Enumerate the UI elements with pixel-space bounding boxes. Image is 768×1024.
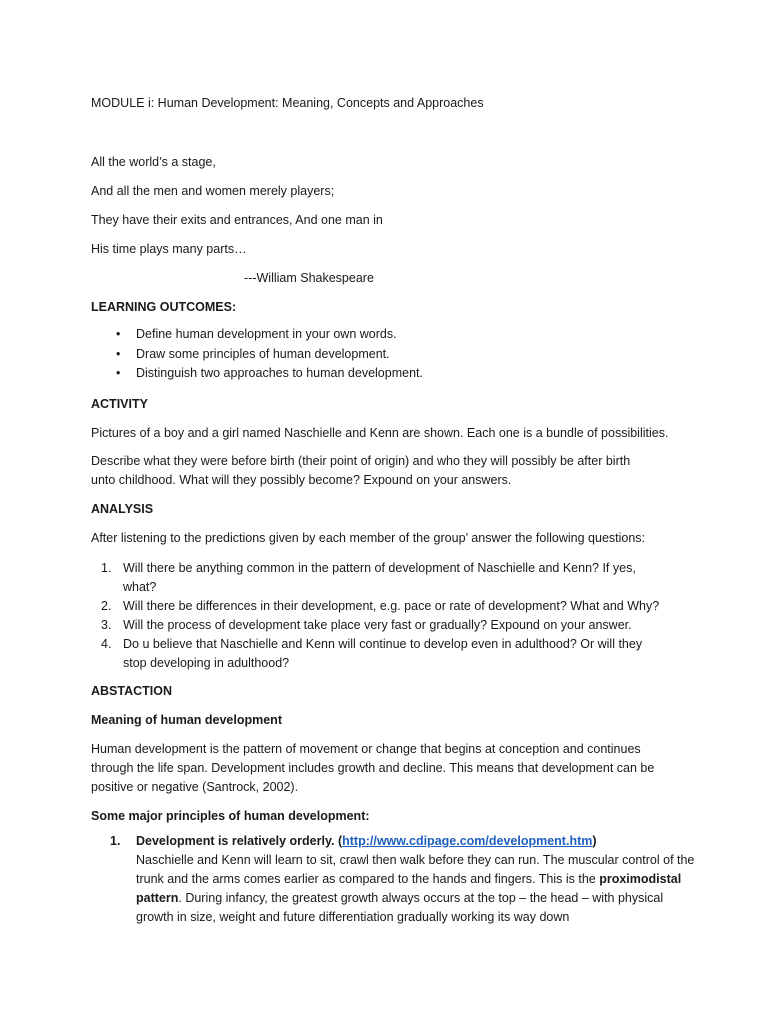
activity-paragraph: unto childhood. What will they possibly become? Expound on your answers. <box>91 473 512 487</box>
poem-line: They have their exits and entrances, And one man in <box>91 213 383 227</box>
principles-list <box>110 832 700 927</box>
learning-outcomes-list <box>91 325 423 384</box>
list-item: 2. Will there be differences in their development, e.g. pace or rate of development? What and Why? <box>101 599 660 613</box>
abstraction-heading: ABSTACTION <box>91 684 173 698</box>
poem-line: And all the men and women merely players; <box>91 184 335 198</box>
bullet-icon: • <box>116 346 121 361</box>
activity-heading: ACTIVITY <box>91 397 148 411</box>
abstraction-paragraph: Human development is the pattern of movement or change that begins at conception and continues through the life span. Development includes growth and decline. This means that development can be positive or negative (Santrock, 2002). <box>91 742 655 794</box>
poem-line: All the world’s a stage, <box>91 155 216 169</box>
analysis-questions <box>91 559 691 673</box>
reference-link[interactable]: http://www.cdipage.com/development.htm <box>342 834 593 848</box>
bullet-icon: • <box>116 327 121 341</box>
list-item: 1. Will there be anything common in the pattern of development of Naschielle and Kenn? If yes, what? <box>101 561 636 594</box>
bullet-icon: • <box>116 366 121 380</box>
list-item: • Distinguish two approaches to human development. <box>91 364 423 384</box>
learning-outcomes-heading: LEARNING OUTCOMES: <box>91 300 237 314</box>
poem-line: His time plays many parts… <box>91 242 247 256</box>
section-subheading: Meaning of human development <box>91 713 282 727</box>
principles-heading: Some major principles of human development: <box>91 809 370 823</box>
list-item: • Define human development in your own words. <box>91 325 423 345</box>
principle-body: Naschielle and Kenn will learn to sit, crawl then walk before they can run. The muscular control of the trunk and the arms comes earlier as compared to the hands and fingers. This is the <box>136 853 695 886</box>
analysis-heading: ANALYSIS <box>91 502 154 516</box>
principle-term: proximodistal pattern <box>136 872 682 905</box>
poem-attribution: ---William Shakespeare <box>244 271 374 285</box>
list-item: 3. Will the process of development take place very fast or gradually? Expound on your answer. <box>101 618 632 632</box>
module-title: MODULE i: Human Development: Meaning, Concepts and Approaches <box>91 96 484 110</box>
activity-paragraph: Describe what they were before birth (their point of origin) and who they will possibly be after birth <box>91 454 631 468</box>
principle-title: Development is relatively orderly. <box>136 834 335 848</box>
list-item: 1. Development is relatively orderly. (http://www.cdipage.com/development.htm) Naschielle and Kenn will learn to sit, crawl then walk before they can run. The muscular control of the trunk and the arms comes earlier as compared to the hands and fingers. This is the proximodistal pattern. During infancy, the greatest growth always occurs at the top – the head – with physical growth in size, weight and future differentiation gradually working its way down <box>110 834 695 924</box>
activity-paragraph: Pictures of a boy and a girl named Naschielle and Kenn are shown. Each one is a bundle of possibilities. <box>91 426 669 440</box>
list-item: 4. Do u believe that Naschielle and Kenn will continue to develop even in adulthood? Or will they stop developing in adulthood? <box>101 637 643 670</box>
list-item: • Draw some principles of human development. <box>91 345 423 365</box>
analysis-intro: After listening to the predictions given by each member of the group’ answer the following questions: <box>91 531 646 545</box>
